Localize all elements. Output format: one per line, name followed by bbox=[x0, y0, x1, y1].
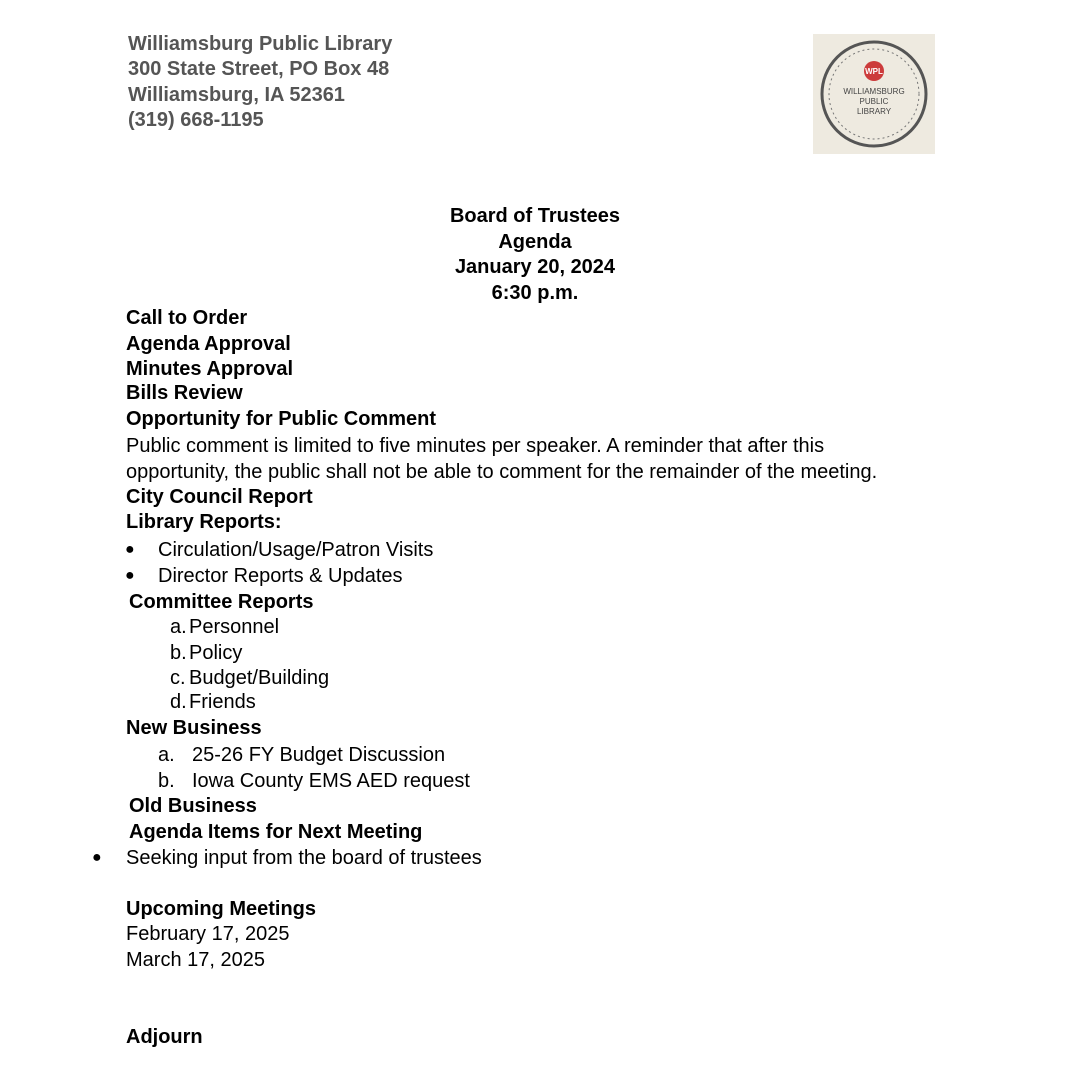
committee-item: Policy bbox=[189, 642, 243, 664]
new-business-heading: New Business bbox=[126, 717, 262, 739]
public-comment-heading: Opportunity for Public Comment bbox=[126, 408, 436, 430]
list-marker: c. bbox=[170, 667, 186, 689]
library-report-item: Director Reports & Updates bbox=[158, 565, 403, 587]
next-meeting-item: Seeking input from the board of trustees bbox=[126, 847, 482, 869]
bullet-icon: ● bbox=[92, 849, 102, 866]
library-reports-heading: Library Reports: bbox=[126, 511, 282, 533]
logo-line1: WILLIAMSBURG bbox=[843, 87, 905, 96]
committee-item: Budget/Building bbox=[189, 667, 330, 689]
library-logo bbox=[813, 34, 935, 154]
bullet-icon: ● bbox=[125, 541, 135, 558]
library-city: Williamsburg, IA 52361 bbox=[128, 84, 345, 106]
public-comment-note-line2: opportunity, the public shall not be able to comment for the remainder of the meeting. bbox=[126, 461, 878, 483]
logo-line2: PUBLIC bbox=[859, 97, 889, 106]
list-marker: d. bbox=[170, 691, 187, 713]
library-report-item: Circulation/Usage/Patron Visits bbox=[158, 539, 434, 561]
library-seal-icon bbox=[813, 34, 935, 154]
public-comment-note-line1: Public comment is limited to five minutes per speaker. A reminder that after this bbox=[126, 435, 825, 457]
list-marker: a. bbox=[158, 744, 175, 766]
upcoming-meetings-heading: Upcoming Meetings bbox=[126, 898, 317, 920]
logo-initials: WPL bbox=[865, 67, 883, 76]
list-marker: b. bbox=[170, 642, 187, 664]
committee-reports-heading: Committee Reports bbox=[129, 591, 314, 613]
city-council-report: City Council Report bbox=[126, 486, 313, 508]
upcoming-meeting-date: February 17, 2025 bbox=[126, 923, 290, 945]
library-phone: (319) 668-1195 bbox=[128, 109, 264, 131]
logo-line3: LIBRARY bbox=[856, 107, 892, 116]
committee-item: Friends bbox=[189, 691, 256, 713]
call-to-order: Call to Order bbox=[126, 307, 248, 329]
meeting-date: January 20, 2024 bbox=[454, 256, 616, 278]
next-meeting-heading: Agenda Items for Next Meeting bbox=[129, 821, 423, 843]
bills-review: Bills Review bbox=[126, 382, 243, 404]
library-street: 300 State Street, PO Box 48 bbox=[128, 58, 390, 80]
new-business-item: 25-26 FY Budget Discussion bbox=[192, 744, 446, 766]
page-subtitle: Agenda bbox=[498, 231, 572, 253]
bullet-icon: ● bbox=[125, 567, 135, 584]
list-marker: b. bbox=[158, 770, 175, 792]
minutes-approval: Minutes Approval bbox=[126, 358, 294, 380]
library-name: Williamsburg Public Library bbox=[128, 33, 393, 55]
upcoming-meeting-date: March 17, 2025 bbox=[126, 949, 265, 971]
page-title: Board of Trustees bbox=[449, 205, 621, 227]
committee-item: Personnel bbox=[189, 616, 280, 638]
meeting-time: 6:30 p.m. bbox=[491, 282, 579, 304]
list-marker: a. bbox=[170, 616, 187, 638]
adjourn: Adjourn bbox=[126, 1026, 203, 1048]
old-business-heading: Old Business bbox=[129, 795, 257, 817]
new-business-item: Iowa County EMS AED request bbox=[192, 770, 470, 792]
agenda-approval: Agenda Approval bbox=[126, 333, 291, 355]
